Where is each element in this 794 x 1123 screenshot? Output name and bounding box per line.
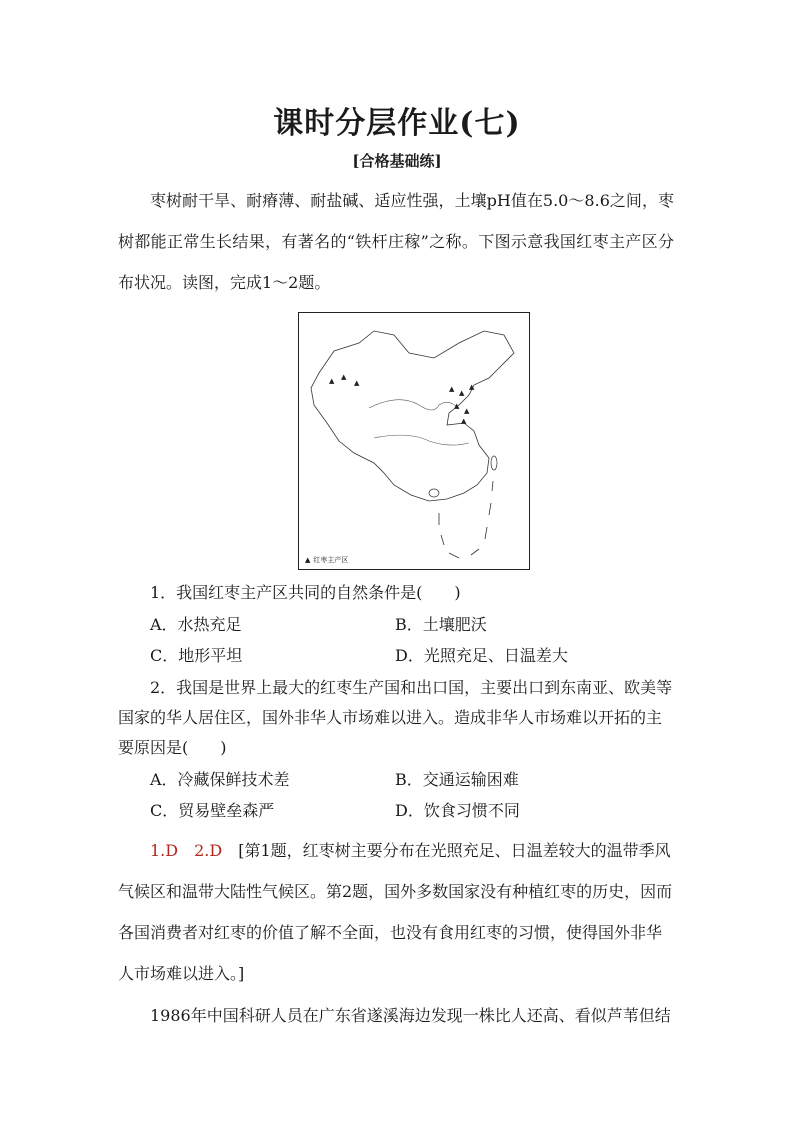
svg-text:▲: ▲ [454,402,460,410]
svg-text:▲: ▲ [461,417,467,425]
q2-option-a[interactable]: A．冷藏保鲜技术差 [150,770,290,789]
q1-option-b[interactable]: B．土壤肥沃 [395,615,487,634]
svg-text:▲: ▲ [329,377,335,385]
q2-option-d[interactable]: D．饮食习惯不同 [395,801,520,820]
page-title: 课时分层作业(七) [273,106,521,141]
svg-text:▲: ▲ [464,407,470,415]
svg-text:▲: ▲ [341,373,347,381]
svg-text:▲: ▲ [459,389,465,397]
answer-explanation: [第1题，红枣树主要分布在光照充足、日温差较大的温带季风气候区和温带大陆性气候区。第2题，国外多数国家没有种植红枣的历史，因而各国消费者对红枣的价值了解不全面，也没有食用红枣的习惯，使得国外非华人市场难以进入。] [118,841,673,983]
answer-block [118,830,674,994]
section-label: [合格基础练] [352,152,442,170]
question-1-stem: 1．我国红枣主产区共同的自然条件是( ) [150,583,461,602]
q2-option-c[interactable]: C．贸易壁垒森严 [150,801,275,820]
svg-text:▲: ▲ [469,383,475,391]
q1-option-c[interactable]: C．地形平坦 [150,646,243,665]
q1-option-d[interactable]: D．光照充足、日温差大 [395,646,568,665]
svg-text:▲: ▲ [354,379,360,387]
q2-option-b[interactable]: B．交通运输困难 [395,770,519,789]
legend-label: 红枣主产区 [313,556,349,564]
china-jujube-map [298,312,530,570]
intro-paragraph: 枣树耐干旱、耐瘠薄、耐盐碱、适应性强，土壤pH值在5.0～8.6之间，枣树都能正常生长结果，有著名的“铁杆庄稼”之称。下图示意我国红枣主产区分布状况。读图，完成1～2题。 [118,191,674,292]
legend-triangle-icon: ▲ [305,556,311,564]
q1-option-a[interactable]: A．水热充足 [150,615,242,634]
question-2-stem: 2．我国是世界上最大的红枣生产国和出口国，主要出口到东南亚、欧美等国家的华人居住区，国外非华人市场难以进入。造成非华人市场难以开拓的主要原因是( ) [118,678,673,757]
svg-text:▲: ▲ [449,385,455,393]
next-paragraph: 1986年中国科研人员在广东省遂溪海边发现一株比人还高、看似芦苇但结 [150,1006,671,1025]
map-drawing [299,313,529,569]
map-legend [305,555,348,565]
answer-key: 1.D 2.D [150,841,223,860]
